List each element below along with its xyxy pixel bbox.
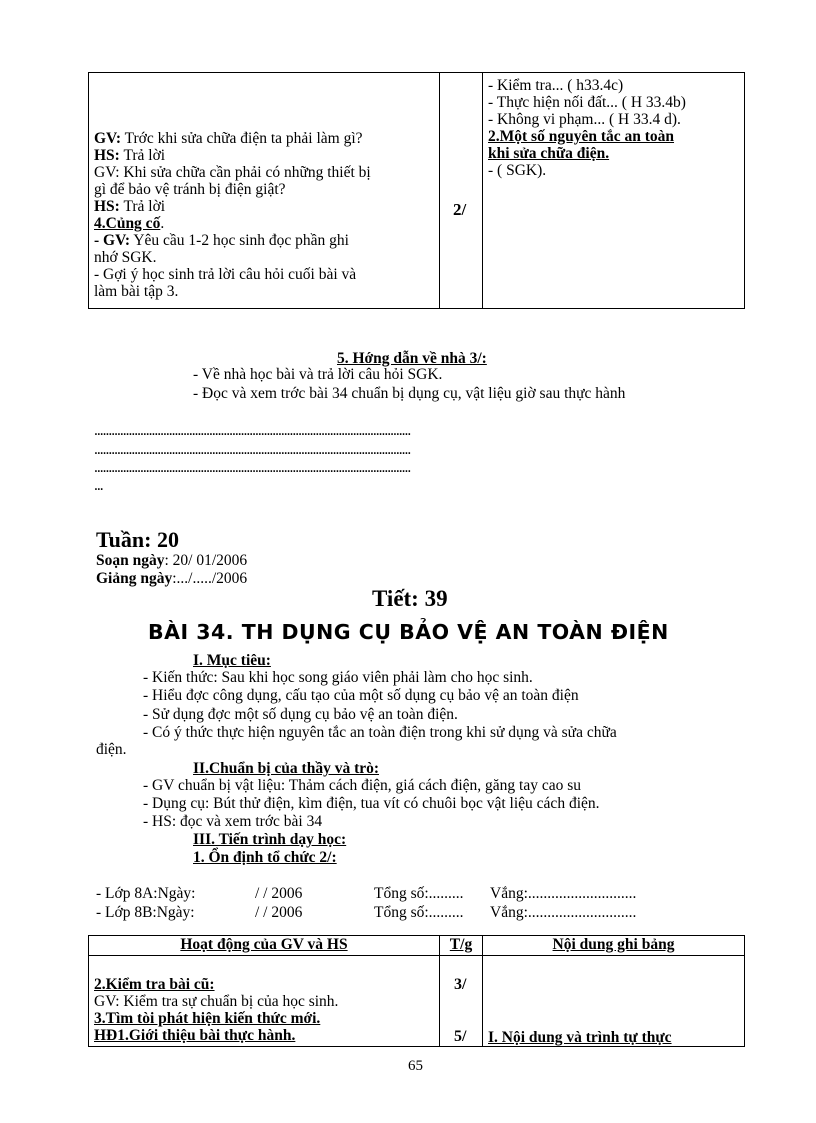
objective-wrap: điện. bbox=[96, 741, 127, 758]
hs-label: HS: bbox=[94, 198, 120, 215]
teach-date-value: :.../...../2006 bbox=[172, 570, 248, 587]
activity-cell bbox=[89, 73, 440, 309]
objective-item: - Có ý thức thực hiện nguyên tắc an toàn điện trong khi sử dụng và sửa chữa bbox=[143, 724, 617, 741]
content-line: - Không vi phạm... ( H 33.4 d). bbox=[488, 111, 681, 128]
safety-principles-heading-cont: khi sửa chữa điện. bbox=[488, 145, 610, 162]
attendance-total: Tổng số:......... bbox=[374, 885, 464, 902]
activity-body bbox=[89, 956, 440, 1047]
preparation-heading: II.Chuẩn bị của thầy và trò: bbox=[193, 760, 380, 777]
preparation-item: - Dụng cụ: Bút thử điện, kìm điện, tua vít có chuôi bọc vật liệu cách điện. bbox=[143, 795, 600, 812]
review-time: 3/ bbox=[454, 976, 467, 993]
content-line: - Thực hiện nối đất... ( H 33.4b) bbox=[488, 94, 686, 111]
blank-line: .............................................................................................................. bbox=[94, 441, 411, 458]
time-cell bbox=[440, 73, 483, 309]
page-number: 65 bbox=[408, 1058, 423, 1074]
content-body bbox=[483, 956, 745, 1047]
gv-question: Trớc khi sửa chữa điện ta phải làm gì? bbox=[121, 130, 363, 147]
prep-date-label: Soạn ngày bbox=[96, 552, 165, 569]
hs-label: HS: bbox=[94, 147, 120, 164]
homework-item: - Về nhà học bài và trả lời câu hỏi SGK. bbox=[193, 366, 443, 383]
class-date-label: - Lớp 8A:Ngày: bbox=[96, 885, 196, 902]
teach-date-label: Giảng ngày bbox=[96, 570, 173, 587]
objective-item: - Kiến thức: Sau khi học song giáo viên phải làm cho học sinh. bbox=[143, 669, 533, 686]
attendance-absent: Vắng:............................ bbox=[490, 885, 637, 902]
week-label: Tuần: 20 bbox=[96, 527, 179, 552]
content-cell bbox=[483, 73, 745, 309]
new-knowledge-heading: 3.Tìm tòi phát hiện kiến thức mới. bbox=[94, 1010, 321, 1027]
class-date-label: - Lớp 8B:Ngày: bbox=[96, 904, 195, 921]
period-title: Tiết: 39 bbox=[372, 586, 448, 611]
header-content bbox=[483, 936, 745, 956]
review-text: GV: Kiểm tra sự chuẩn bị của học sinh. bbox=[94, 993, 339, 1010]
objective-item: - Sử dụng đợc một số dụng cụ bảo vệ an toàn điện. bbox=[143, 706, 458, 723]
time-body bbox=[440, 956, 483, 1047]
homework-item: - Đọc và xem trớc bài 34 chuẩn bị dụng cụ, vật liệu giờ sau thực hành bbox=[193, 385, 626, 402]
hd1-heading: HĐ1.Giới thiệu bài thực hành. bbox=[94, 1027, 296, 1044]
gv-question-2: GV: Khi sửa chữa cần phải có những thiết bị bbox=[94, 164, 371, 181]
header-time-label: T/g bbox=[449, 936, 473, 953]
sgk-reference: - ( SGK). bbox=[488, 162, 547, 179]
objective-item: - Hiểu đợc công dụng, cấu tạo của một số dụng cụ bảo vệ an toàn điện bbox=[143, 687, 579, 704]
header-content-label: Nội dung ghi bảng bbox=[552, 936, 675, 953]
gv-request-cont: nhớ SGK. bbox=[94, 249, 157, 266]
consolidation-dot: . bbox=[160, 215, 165, 232]
header-time bbox=[440, 936, 483, 956]
safety-principles-heading: 2.Một số nguyên tắc an toàn bbox=[488, 128, 675, 145]
gv-request: Yêu cầu 1-2 học sinh đọc phần ghi bbox=[130, 232, 349, 249]
header-activity-label: Hoạt động của GV và HS bbox=[180, 936, 348, 953]
time-value: 2/ bbox=[453, 200, 467, 219]
lesson-title: BÀI 34. TH DỤNG CỤ BẢO VỆ AN TOÀN ĐIỆN bbox=[148, 620, 669, 644]
activity-table bbox=[88, 935, 745, 1047]
gv-label: - GV: bbox=[94, 232, 131, 249]
gv-question-2-cont: gì để bảo vệ tránh bị điện giật? bbox=[94, 181, 286, 198]
header-activity bbox=[89, 936, 440, 956]
preparation-item: - HS: đọc và xem trớc bài 34 bbox=[143, 813, 323, 830]
hint-line: - Gợi ý học sinh trả lời câu hỏi cuối bài và bbox=[94, 266, 357, 283]
consolidation-heading: 4.Củng cố bbox=[94, 215, 161, 232]
top-lesson-table bbox=[88, 72, 745, 309]
attendance-absent: Vắng:............................ bbox=[490, 904, 637, 921]
blank-line: ... bbox=[94, 477, 103, 494]
attendance-total: Tổng số:......... bbox=[374, 904, 464, 921]
preparation-item: - GV chuẩn bị vật liệu: Thảm cách điện, giá cách điện, găng tay cao su bbox=[143, 777, 582, 794]
hs-answer: Trả lời bbox=[119, 147, 166, 164]
prep-date-value: : 20/ 01/2006 bbox=[164, 552, 248, 569]
content-heading: I. Nội dung và trình tự thực bbox=[488, 1029, 672, 1046]
attendance-row bbox=[96, 885, 195, 902]
objectives-heading: I. Mục tiêu: bbox=[193, 652, 271, 669]
hint-line-cont: làm bài tập 3. bbox=[94, 283, 179, 300]
attendance-date: / / 2006 bbox=[255, 885, 303, 902]
hs-answer: Trả lời bbox=[119, 198, 166, 215]
attendance-date: / / 2006 bbox=[255, 904, 303, 921]
attendance-row bbox=[96, 904, 195, 921]
content-line: - Kiểm tra... ( h33.4c) bbox=[488, 77, 624, 94]
blank-line: .............................................................................................................. bbox=[94, 459, 411, 476]
organization-heading: 1. Ổn định tổ chức 2/: bbox=[193, 849, 337, 866]
homework-heading: 5. Hớng dẫn về nhà 3/: bbox=[337, 350, 487, 367]
gv-label: GV: bbox=[94, 130, 121, 147]
process-heading: III. Tiến trình dạy học: bbox=[193, 831, 347, 848]
hd1-time: 5/ bbox=[454, 1028, 467, 1045]
review-heading: 2.Kiểm tra bài cũ: bbox=[94, 976, 215, 993]
blank-line: .............................................................................................................. bbox=[94, 422, 411, 439]
